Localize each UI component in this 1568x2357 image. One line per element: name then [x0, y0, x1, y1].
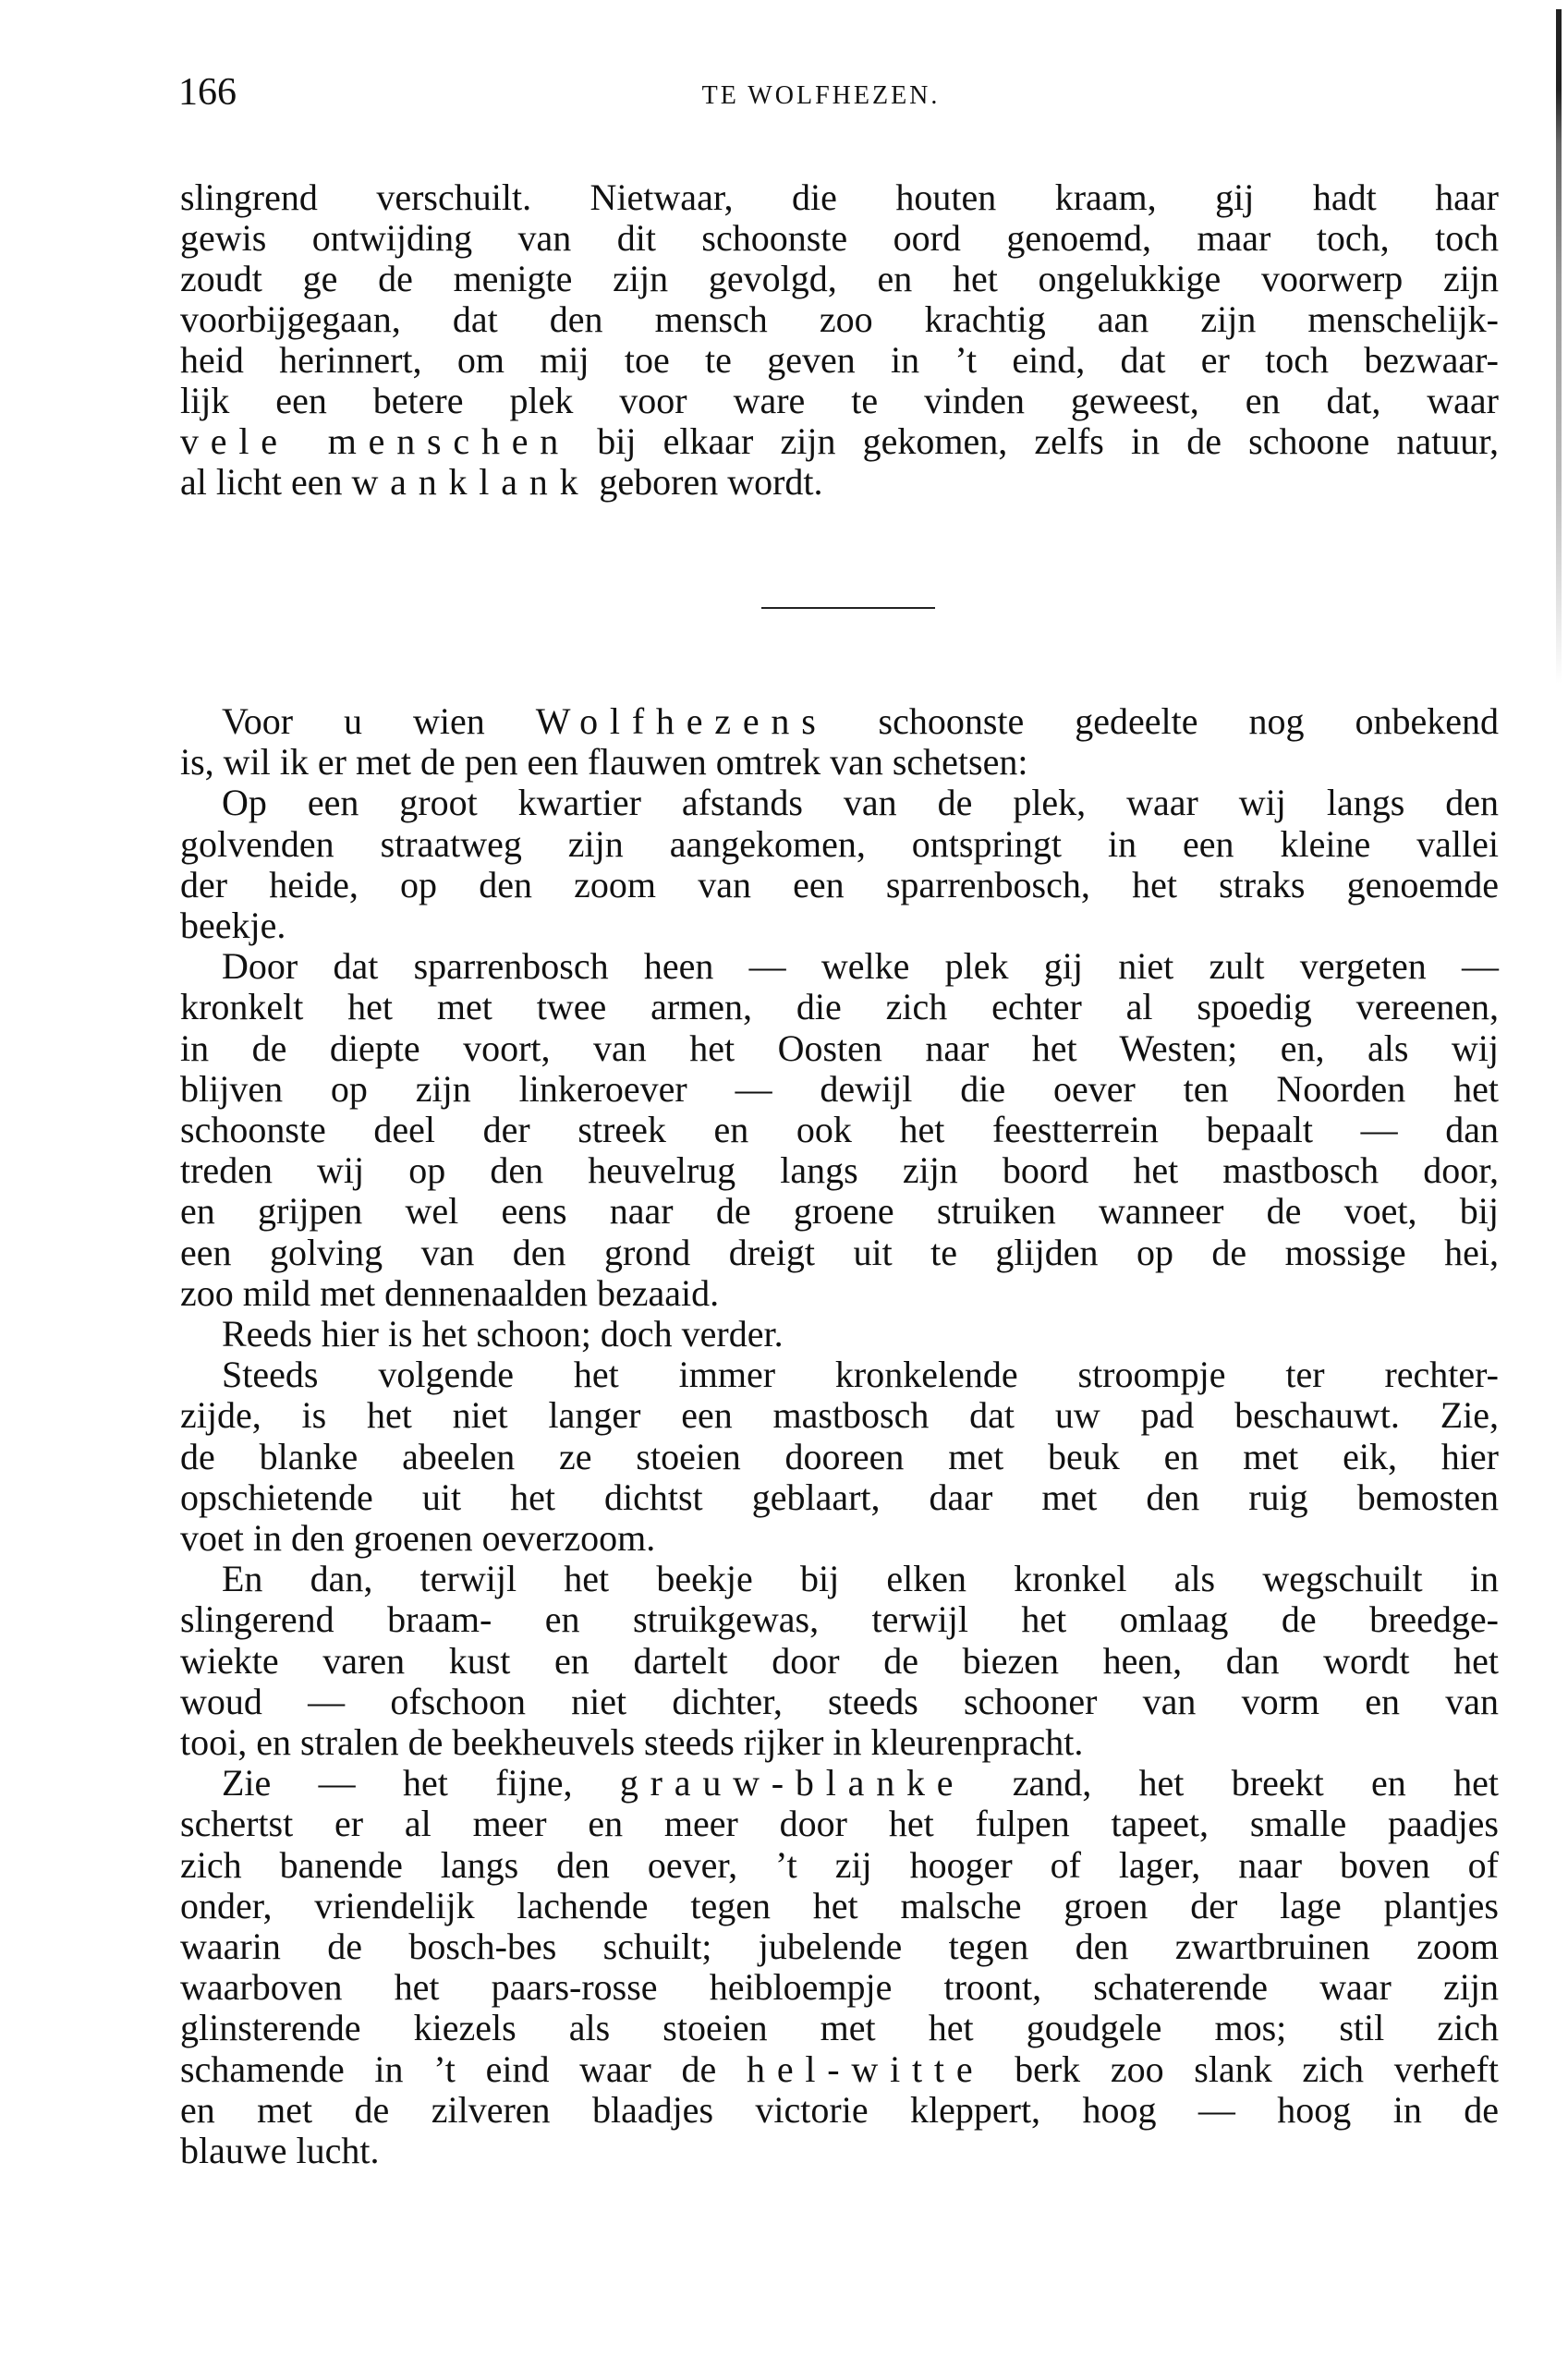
text-line	[180, 1191, 1499, 1232]
text-segment: treden wij op den heuvelrug langs zijn boord het mastbosch door,	[180, 1149, 1499, 1192]
text-line	[180, 1395, 1499, 1436]
text-segment: glinsterende kiezels als stoeien met het goudgele mos; stil zich	[180, 2007, 1499, 2049]
text-segment: bij elkaar zijn gekomen, zelfs in de schoone natuur,	[570, 420, 1499, 462]
running-title: TE WOLFHEZEN.	[701, 81, 941, 110]
text-line	[180, 1722, 1499, 1763]
text-segment: lijk een betere plek voor ware te vinden geweest, en dat, waar	[180, 380, 1499, 421]
text-segment: zand, het breekt en het	[965, 1762, 1500, 1804]
text-line	[222, 701, 1499, 742]
text-line	[180, 742, 1499, 783]
text-line	[180, 218, 1499, 259]
text-line	[180, 2049, 1499, 2090]
text-segment: gewis ontwijding van dit schoonste oord genoemd, maar toch, toch	[180, 217, 1499, 259]
text-line	[180, 381, 1499, 421]
text-segment: schamende in ’t eind waar de	[180, 2047, 748, 2090]
text-line	[180, 259, 1499, 299]
text-segment: der heide, op den zoom van een sparrenbosch, het straks genoemde	[180, 863, 1499, 905]
text-segment: schoonste deel der streek en ook het feestterrein bepaalt — dan	[180, 1109, 1499, 1150]
text-segment: de blanke abeelen ze stoeien dooreen met beuk en met eik, hier	[180, 1435, 1499, 1477]
section-divider	[761, 607, 935, 609]
text-line	[180, 1233, 1499, 1273]
text-segment: opschietende uit het dichtst geblaart, daar met den ruig bemosten	[180, 1476, 1499, 1518]
text-segment: zijde, is het niet langer een mastbosch dat uw pad beschauwt. Zie,	[180, 1394, 1499, 1437]
text-segment: een golving van den grond dreigt uit te glijden op de mossige hei,	[180, 1231, 1499, 1273]
text-segment: kronkelt het met twee armen, die zich echter al spoedig vereenen,	[180, 986, 1499, 1028]
text-segment: voorbijgegaan, dat den mensch zoo krachtig aan zijn menschelijk-	[180, 298, 1499, 340]
text-segment: en grijpen wel eens naar de groene struiken wanneer de voet, bij	[180, 1190, 1499, 1233]
text-segment: beekje.	[180, 905, 286, 946]
text-line	[180, 1926, 1499, 1967]
text-line	[222, 1314, 1499, 1355]
text-segment: blijven op zijn linkeroever — dewijl die oever ten Noorden het	[180, 1067, 1499, 1110]
text-segment: zoo mild met dennenaalden bezaaid.	[180, 1271, 720, 1314]
text-line	[180, 1273, 1499, 1314]
text-segment: al licht een	[180, 461, 352, 503]
text-segment: in de diepte voort, van het Oosten naar het Westen; en, als wij	[180, 1027, 1499, 1069]
text-segment: Door dat sparrenbosch heen — welke plek gij niet zult vergeten —	[222, 945, 1499, 988]
text-line	[180, 177, 1499, 218]
text-segment: berk zoo slank zich verheft	[984, 2047, 1499, 2090]
text-line	[180, 1804, 1499, 1844]
text-line	[180, 1150, 1499, 1191]
text-line	[180, 2131, 1499, 2171]
text-line	[180, 1641, 1499, 1682]
text-segment: voet in den groenen oeverzoom.	[180, 1517, 656, 1559]
spaced-emphasis-text: Wolfhezens	[535, 700, 828, 742]
text-segment: En dan, terwijl het beekje bij elken kronkel als wegschuilt in	[222, 1558, 1499, 1600]
text-segment: blauwe lucht.	[180, 2130, 380, 2171]
text-line	[180, 299, 1499, 340]
spaced-emphasis-text: hel-witte	[747, 2047, 985, 2090]
page-number: 166	[178, 71, 237, 114]
text-line	[180, 1967, 1499, 2008]
text-line	[222, 1355, 1499, 1395]
text-line	[222, 783, 1499, 823]
text-segment: Op een groot kwartier afstands van de plek, waar wij langs den	[222, 782, 1499, 824]
spaced-emphasis-text: vele menschen	[180, 420, 571, 462]
text-line	[222, 946, 1499, 987]
text-segment: wiekte varen kust en dartelt door de biezen heen, dan wordt het	[180, 1639, 1499, 1682]
text-line	[180, 824, 1499, 865]
text-segment: onder, vriendelijk lachende tegen het malsche groen der lage plantjes	[180, 1884, 1499, 1926]
text-line	[180, 1682, 1499, 1722]
spaced-emphasis-text: grauw-blanke	[619, 1762, 966, 1804]
text-line	[180, 2008, 1499, 2048]
text-segment: golvenden straatweg zijn aangekomen, ontspringt in een kleine vallei	[180, 822, 1499, 865]
text-line	[180, 421, 1499, 462]
text-line	[180, 1886, 1499, 1926]
text-segment: Reeds hier is het schoon; doch verder.	[222, 1313, 784, 1355]
text-segment: schoonste gedeelte nog onbekend	[827, 700, 1499, 742]
scan-edge-shadow	[1556, 9, 1562, 684]
text-segment: schertst er al meer en meer door het fulpen tapeet, smalle paadjes	[180, 1803, 1499, 1845]
text-line	[180, 987, 1499, 1027]
text-segment: woud — ofschoon niet dichter, steeds schooner van vorm en van	[180, 1680, 1499, 1722]
text-segment: geboren wordt.	[590, 461, 823, 503]
text-segment: Voor u wien	[222, 700, 536, 742]
text-line	[180, 865, 1499, 905]
text-segment: waarin de bosch-bes schuilt; jubelende tegen den zwartbruinen zoom	[180, 1926, 1499, 1967]
text-segment: waarboven het paars-rosse heibloempje troont, schaterende waar zijn	[180, 1966, 1499, 2009]
text-line	[180, 2090, 1499, 2131]
text-segment: is, wil ik er met de pen een flauwen omtrek van schetsen:	[180, 741, 1028, 784]
text-line	[180, 1518, 1499, 1559]
text-segment: heid herinnert, om mij toe te geven in ’t eind, dat er toch bezwaar-	[180, 339, 1499, 381]
text-line	[180, 340, 1499, 381]
text-line	[180, 1599, 1499, 1640]
text-line	[180, 1437, 1499, 1477]
text-line	[180, 462, 1499, 503]
text-segment: slingerend braam- en struikgewas, terwijl het omlaag de breedge-	[180, 1598, 1499, 1641]
text-segment: Steeds volgende het immer kronkelende stroompje ter rechter-	[222, 1354, 1499, 1396]
text-line	[180, 1845, 1499, 1886]
spaced-emphasis-text: wanklank	[351, 461, 590, 503]
text-segment: zoudt ge de menigte zijn gevolgd, en het ongelukkige voorwerp zijn	[180, 258, 1499, 299]
text-line	[180, 1028, 1499, 1069]
text-segment: zich banende langs den oever, ’t zij hooger of lager, naar boven of	[180, 1843, 1499, 1886]
text-segment: en met de zilveren blaadjes victorie kleppert, hoog — hoog in de	[180, 2088, 1499, 2131]
text-line	[180, 1069, 1499, 1110]
text-segment: tooi, en stralen de beekheuvels steeds rijker in kleurenpracht.	[180, 1721, 1084, 1763]
text-line	[222, 1763, 1499, 1804]
text-segment: Zie — het fijne,	[222, 1762, 620, 1804]
text-line	[180, 905, 1499, 946]
text-line	[180, 1110, 1499, 1150]
text-line	[222, 1559, 1499, 1599]
text-line	[180, 1477, 1499, 1518]
text-segment: slingrend verschuilt. Nietwaar, die houten kraam, gij hadt haar	[180, 176, 1499, 218]
